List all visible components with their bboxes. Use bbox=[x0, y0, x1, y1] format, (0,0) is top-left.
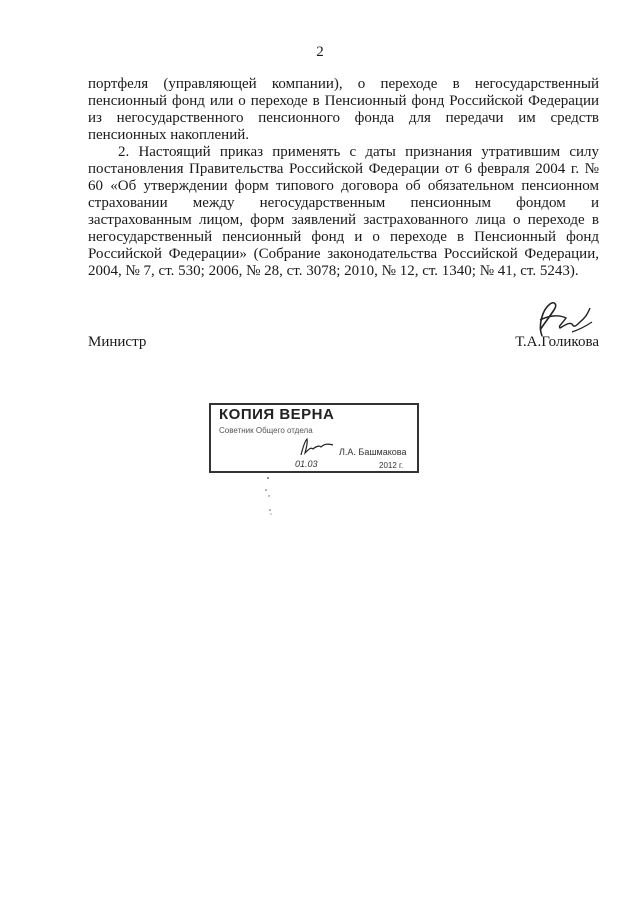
stamp-position: Советник Общего отдела bbox=[219, 426, 313, 435]
scan-specks bbox=[258, 474, 278, 524]
document-body bbox=[88, 76, 599, 280]
page-number: 2 bbox=[316, 44, 324, 60]
signatory-position: Министр bbox=[88, 334, 147, 350]
stamp-year: 2012 г. bbox=[379, 461, 404, 470]
stamp-date: 01.03 bbox=[295, 459, 318, 469]
certified-copy-stamp bbox=[209, 403, 419, 473]
stamp-signature bbox=[297, 435, 337, 459]
paragraph-continuation: портфеля (управляющей компании), о переходе в негосударственный пенсионный фонд или о переходе в Пенсионный фонд Российской Федерации из негосударственного пенсионного фонда для передачи им средств пенсионных накоплений. bbox=[88, 76, 599, 143]
stamp-name: Л.А. Башмакова bbox=[339, 447, 407, 457]
paragraph-2: 2. Настоящий приказ применять с даты признания утратившим силу постановления Правительства Российской Федерации от 6 февраля 2004 г. № 60 «Об утверждении форм типового договора об обязательном пенсионном страховании между негосударственным пенсионным фондом и застрахованным лицом, форм заявлений застрахованного лица о переходе в негосударственный пенсионный фонд и о переходе в Пенсионный фонд Российской Федерации» (Собрание законодательства Российской Федерации, 2004, № 7, ст. 530; 2006, № 28, ст. 3078; 2010, № 12, ст. 1340; № 41, ст. 5243). bbox=[88, 144, 599, 279]
signatory-name: Т.А.Голикова bbox=[515, 334, 599, 350]
stamp-title: КОПИЯ ВЕРНА bbox=[219, 406, 335, 423]
